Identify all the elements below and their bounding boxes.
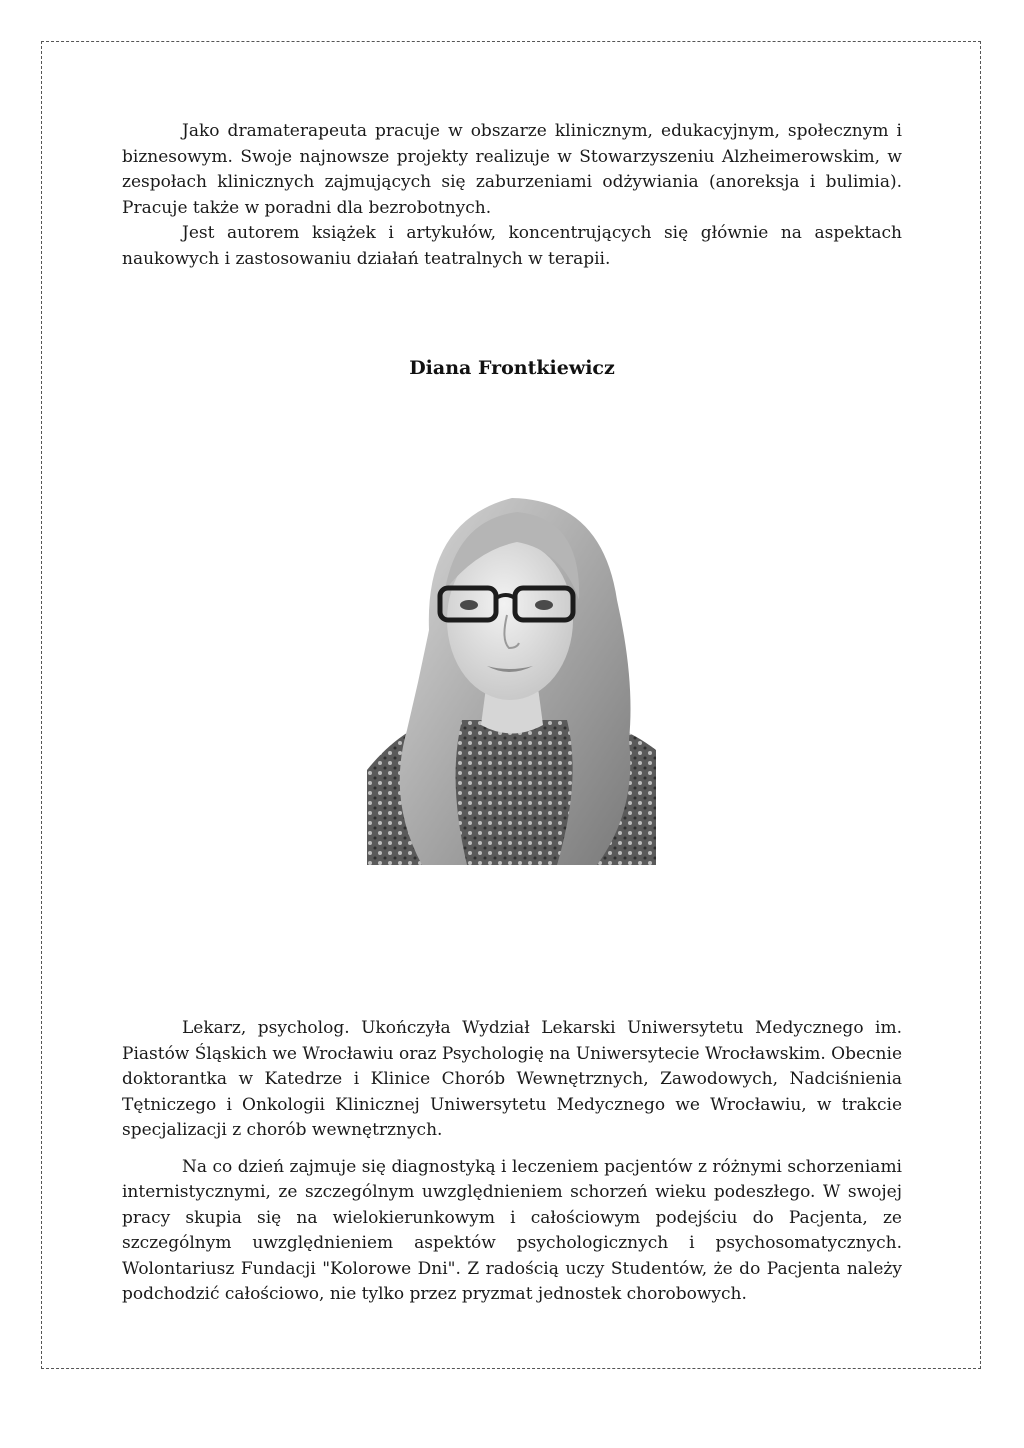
bio-paragraph-1: Lekarz, psycholog. Ukończyła Wydział Lekarski Uniwersytetu Medycznego im. Piastów Śląskich we Wrocławiu oraz Psychologię na Uniwersytecie Wrocławskim. Obecnie doktorantka w Katedrze i Klinice Chorób Wewnętrznych, Zawodowych, Nadciśnienia Tętniczego i Onkologii Klinicznej Uniwersytetu Medycznego we Wrocławiu, w trakcie specjalizacji z chorób wewnętrznych.: [122, 1018, 902, 1140]
intro-paragraph-1: Jako dramaterapeuta pracuje w obszarze klinicznym, edukacyjnym, społecznym i biznesowym. Swoje najnowsze projekty realizuje w Stowarzyszeniu Alzheimerowskim, w zespołach klinicznych zajmujących się zaburzeniami odżywiania (anoreksja i bulimia). Pracuje także w poradni dla bezrobotnych.: [122, 121, 902, 218]
person-name-heading: Diana Frontkiewicz: [409, 357, 615, 379]
bio-paragraph-2: Na co dzień zajmuje się diagnostyką i leczeniem pacjentów z różnymi schorzeniami internistycznymi, ze szczególnym uwzględnieniem schorzeń wieku podeszłego. W swojej pracy skupia się na wielokierunkowym i całościowym podejściu do Pacjenta, ze szczególnym uwzględnieniem aspektów psychologicznych i psychosomatycznych. Wolontariusz Fundacji "Kolorowe Dni". Z radością uczy Studentów, że do Pacjenta należy podchodzić całościowo, nie tylko przez pryzmat jednostek chorobowych.: [122, 1156, 902, 1304]
intro-paragraph-2: Jest autorem książek i artykułów, koncentrujących się głównie na aspektach naukowych i zastosowaniu działań teatralnych w terapii.: [122, 223, 902, 269]
portrait-photo: [367, 480, 656, 865]
bio-section: [122, 1016, 902, 1308]
intro-section: [122, 119, 902, 272]
